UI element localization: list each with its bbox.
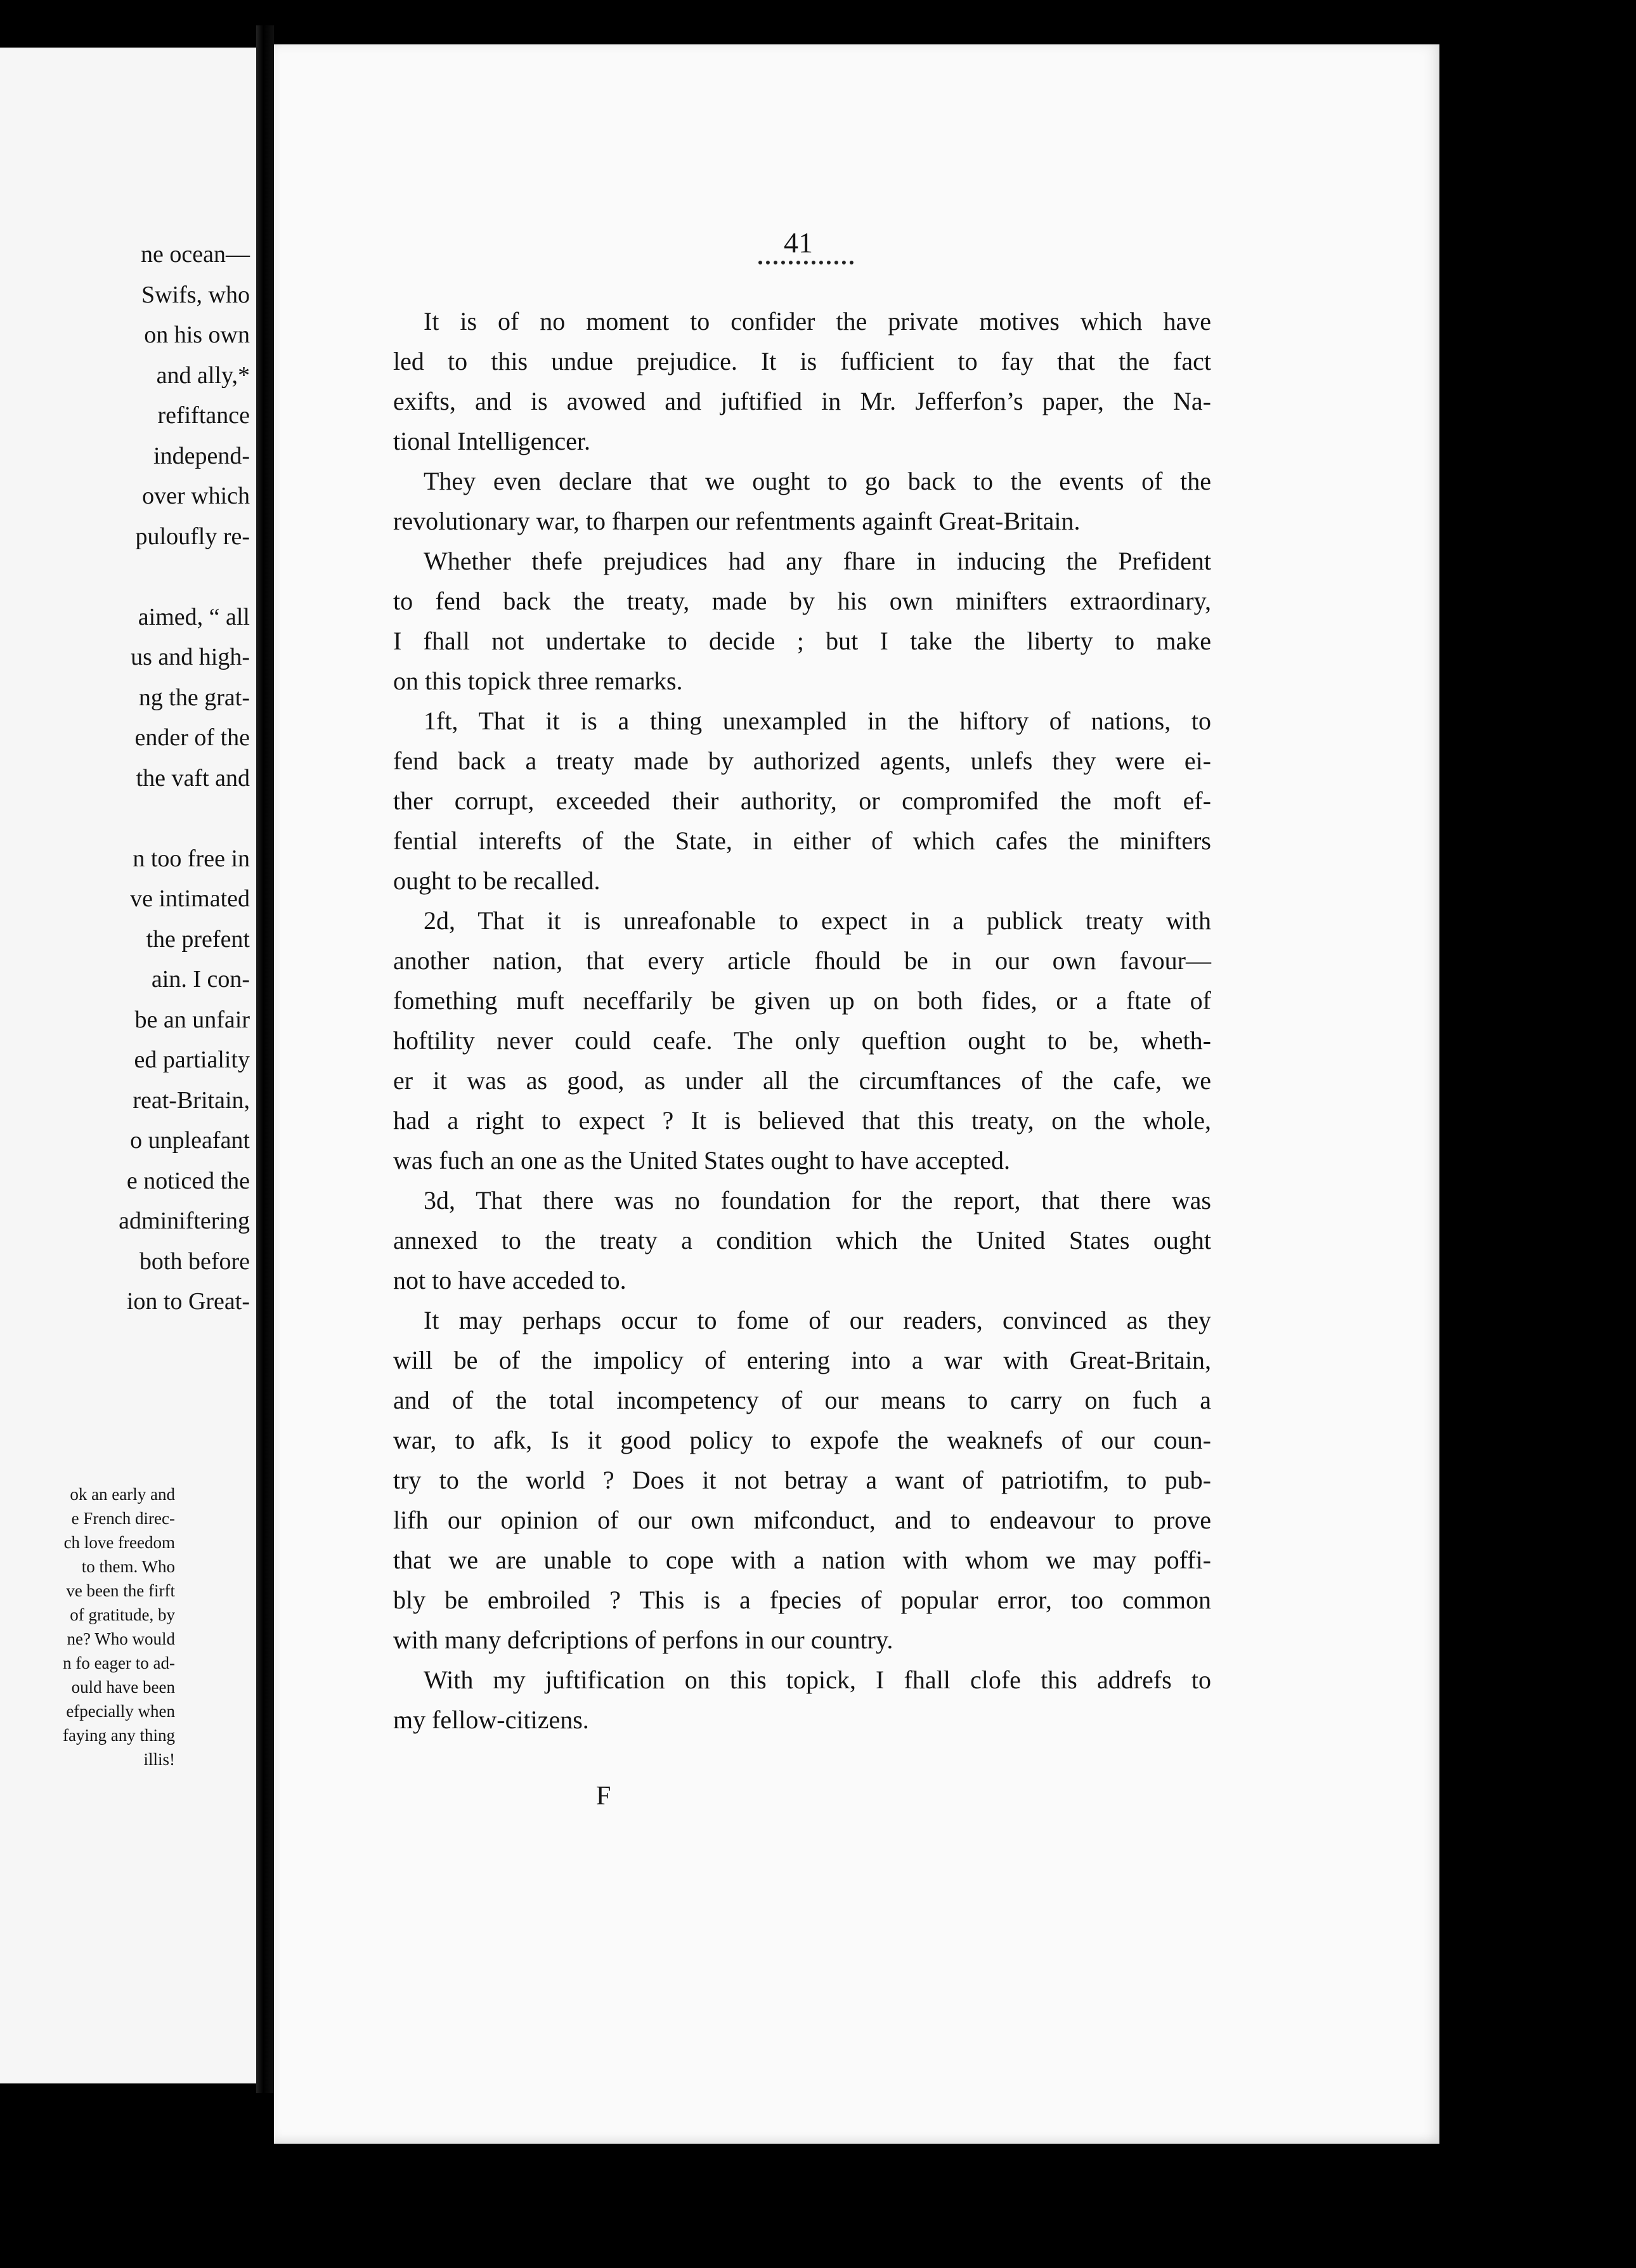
text-line: annexed to the treaty a condition which the United States ought <box>393 1226 1211 1255</box>
text-line: exifts, and is avowed and juftified in Mr. Jefferfon’s paper, the Na- <box>393 387 1211 415</box>
text-line: on this topick three remarks. <box>393 667 683 695</box>
text-line: another nation, that every article fhould be in our own favour— <box>393 946 1211 975</box>
text-line: not to have acceded to. <box>393 1266 626 1294</box>
text-line: 1ft, That it is a thing unexampled in the hiftory of nations, to <box>424 707 1211 735</box>
left-footnote-line: illis! <box>143 1750 175 1769</box>
left-text-line: be an unfair <box>134 1006 250 1033</box>
book-gutter <box>256 25 274 2093</box>
text-line: er it was as good, as under all the circumftances of the cafe, we <box>393 1066 1211 1095</box>
left-footnote-line: ne? Who would <box>67 1629 175 1648</box>
left-footnote-line: n fo eager to ad- <box>63 1653 175 1672</box>
left-footnote-line: efpecially when <box>66 1702 175 1721</box>
left-text-line: o unpleafant <box>130 1127 250 1154</box>
text-line: led to this undue prejudice. It is fufficient to fay that the fact <box>393 347 1211 375</box>
body-text <box>393 301 1211 1740</box>
left-text-line: e noticed the <box>126 1167 250 1194</box>
left-page-fragment <box>0 48 273 2083</box>
text-line: bly be embroiled ? This is a fpecies of popular error, too common <box>393 1586 1211 1614</box>
left-text-line: ion to Great- <box>126 1288 250 1315</box>
text-line: and of the total incompetency of our means to carry on fuch a <box>393 1386 1211 1414</box>
text-line: ther corrupt, exceeded their authority, or compromifed the moft ef- <box>393 786 1211 815</box>
text-line: with many defcriptions of perfons in our country. <box>393 1626 893 1654</box>
page-number: 41 <box>784 226 813 259</box>
left-text-line: aimed, “ all <box>138 603 250 630</box>
left-text-line <box>0 557 254 597</box>
left-footnote-line: ch love freedom <box>63 1533 175 1552</box>
left-text-line: both before <box>139 1248 250 1275</box>
left-footnote-line: faying any thing <box>63 1726 175 1745</box>
left-text-line: us and high- <box>131 644 250 670</box>
text-line: hoftility never could ceafe. The only queftion ought to be, wheth- <box>393 1026 1211 1055</box>
text-line: fential interefts of the State, in either of which cafes the minifters <box>393 826 1211 855</box>
text-line: I fhall not undertake to decide ; but I take the liberty to make <box>393 627 1211 655</box>
text-line: fomething muft neceffarily be given up on both fides, or a ftate of <box>393 986 1211 1015</box>
left-text-line: ain. I con- <box>151 966 250 993</box>
left-text-line: Swifs, who <box>141 281 250 308</box>
left-text-line: n too free in <box>133 845 250 872</box>
text-line: lifh our opinion of our own mifconduct, and to endeavour to prove <box>393 1506 1211 1534</box>
left-text-line: on his own <box>144 322 250 348</box>
left-text-line: ve intimated <box>130 885 250 912</box>
text-line: 3d, That there was no foundation for the report, that there was <box>424 1186 1211 1215</box>
left-text-line: adminiftering <box>119 1208 250 1234</box>
left-footnote-line: ok an early and <box>70 1485 175 1504</box>
text-line: tional Intelligencer. <box>393 427 590 455</box>
left-page-footnote <box>0 1482 178 1771</box>
left-footnote-line: ve been the firft <box>66 1581 175 1600</box>
left-text-line: reat-Britain, <box>133 1086 250 1114</box>
text-line: Whether thefe prejudices had any fhare in inducing the Prefident <box>424 547 1211 575</box>
text-line: my fellow-citizens. <box>393 1705 589 1734</box>
text-line: They even declare that we ought to go back to the events of the <box>424 467 1211 495</box>
text-line: It is of no moment to confider the private motives which have <box>424 307 1211 336</box>
left-page-text <box>0 235 254 1322</box>
text-line: that we are unable to cope with a nation with whom we may poffi- <box>393 1546 1211 1574</box>
text-line: will be of the impolicy of entering into a war with Great-Britain, <box>393 1346 1211 1374</box>
text-line: ought to be recalled. <box>393 866 601 895</box>
text-line: With my juftification on this topick, I fhall clofe this addrefs to <box>424 1665 1211 1694</box>
left-text-line: ne ocean— <box>141 241 250 268</box>
left-footnote-line: of gratitude, by <box>70 1605 175 1624</box>
left-footnote-line: e French direc- <box>71 1509 175 1528</box>
text-line: 2d, That it is unreafonable to expect in a publick treaty with <box>424 906 1211 935</box>
left-footnote-line: to them. Who <box>81 1557 175 1576</box>
text-line: It may perhaps occur to fome of our readers, convinced as they <box>424 1306 1211 1334</box>
left-text-line: over which <box>142 483 250 509</box>
left-footnote-line: ould have been <box>71 1678 175 1697</box>
left-text-line: independ- <box>153 442 250 469</box>
left-text-line: ng the grat- <box>138 684 250 711</box>
text-line: try to the world ? Does it not betray a want of patriotifm, to pub- <box>393 1466 1211 1494</box>
left-text-line: the prefent <box>146 925 250 953</box>
signature-mark: F <box>596 1782 611 1811</box>
left-text-line: the vaft and <box>136 764 250 792</box>
left-text-line: puloufly re- <box>135 523 250 550</box>
text-line: to fend back the treaty, made by his own minifters extraordinary, <box>393 587 1211 615</box>
left-text-line: ender of the <box>134 724 250 751</box>
left-text-line <box>0 798 254 839</box>
text-line: had a right to expect ? It is believed that this treaty, on the whole, <box>393 1106 1211 1135</box>
left-text-line: and ally,* <box>156 362 250 389</box>
text-line: revolutionary war, to fharpen our refentments againft Great-Britain. <box>393 507 1081 535</box>
left-text-line: refiftance <box>157 402 250 429</box>
text-line: was fuch an one as the United States ought to have accepted. <box>393 1146 1011 1175</box>
text-line: fend back a treaty made by authorized agents, unlefs they were ei- <box>393 746 1211 775</box>
dotted-rule <box>758 261 854 271</box>
left-text-line: ed partiality <box>134 1046 250 1073</box>
text-line: war, to afk, Is it good policy to expofe the weaknefs of our coun- <box>393 1426 1211 1454</box>
